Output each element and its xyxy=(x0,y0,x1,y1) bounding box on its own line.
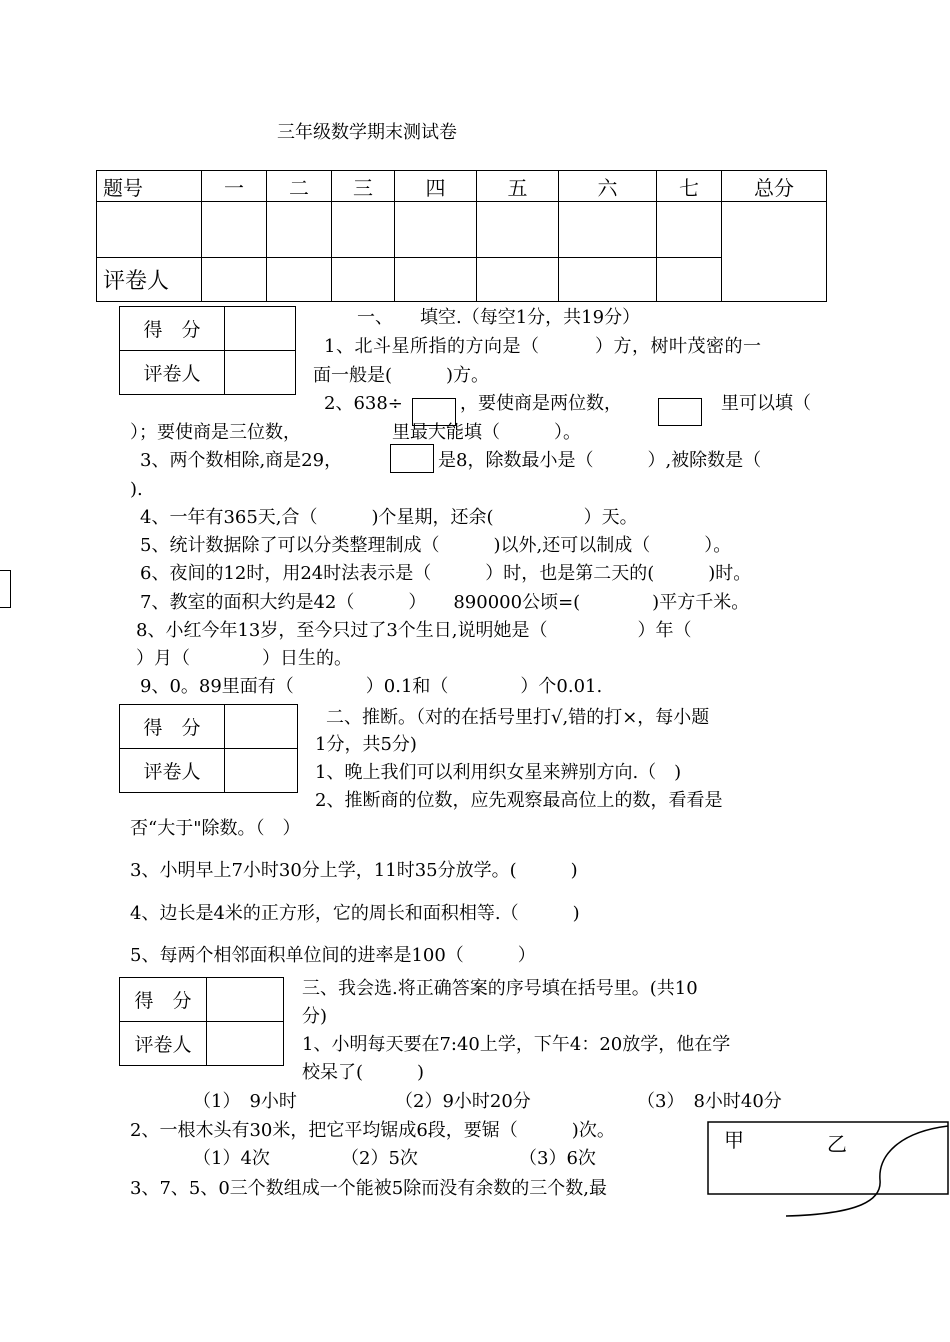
section3-heading: 三、我会选.将正确答案的序号填在括号里。(共10 xyxy=(302,978,698,999)
question-text: ). xyxy=(130,479,143,500)
question-text: 2、一根木头有30米，把它平均锯成6段，要锯（ )次。 xyxy=(130,1120,615,1141)
section2-heading: 1分，共5分) xyxy=(315,734,417,755)
question-text: 是8，除数最小是（ ）,被除数是（ xyxy=(438,450,762,471)
score-cell[interactable] xyxy=(225,705,298,749)
score-table-header: 二 xyxy=(267,171,332,202)
score-table-header: 六 xyxy=(559,171,657,202)
question-text: 5、每两个相邻面积单位间的进率是100（ ） xyxy=(130,945,536,966)
figure-label: 乙 xyxy=(827,1132,847,1156)
margin-mark xyxy=(0,570,11,608)
question-text: 面一般是( )方。 xyxy=(313,365,490,386)
question-text: 里可以填（ xyxy=(721,393,811,414)
score-cell[interactable] xyxy=(477,202,559,258)
score-table xyxy=(96,170,827,302)
score-table-header: 四 xyxy=(395,171,477,202)
question-text: 2、638÷ xyxy=(324,393,403,414)
grader-cell[interactable] xyxy=(202,258,267,302)
section1-score-box xyxy=(119,306,296,395)
question-text: 否“大于"除数。（ ） xyxy=(130,818,301,839)
question-text: 4、一年有365天,合（ )个星期，还余( ）天。 xyxy=(140,507,638,528)
question-text: 6、夜间的12时，用24时法表示是（ ）时，也是第二天的( )时。 xyxy=(140,563,752,584)
score-label: 得 分 xyxy=(120,978,207,1022)
score-cell[interactable] xyxy=(97,202,202,258)
option-text: （2）9小时20分 xyxy=(395,1091,531,1112)
score-cell[interactable] xyxy=(395,202,477,258)
question-text: 1、北斗星所指的方向是（ ）方，树叶茂密的一 xyxy=(324,336,762,357)
grader-label: 评卷人 xyxy=(120,351,225,395)
answer-box[interactable] xyxy=(658,398,702,426)
score-label: 得 分 xyxy=(120,307,225,351)
question-text: 4、边长是4米的正方形，它的周长和面积相等.（ ) xyxy=(130,903,580,924)
question-text: 7、教室的面积大约是42（ ） 890000公顷=( )平方千米。 xyxy=(140,592,750,613)
option-text: （3） 8小时40分 xyxy=(637,1091,782,1112)
grader-cell[interactable] xyxy=(332,258,395,302)
question-text: ，要使商是两位数， xyxy=(460,393,622,414)
score-cell[interactable] xyxy=(559,202,657,258)
score-table-header: 七 xyxy=(657,171,722,202)
page-title: 三年级数学期末测试卷 xyxy=(277,122,457,143)
score-table-header: 五 xyxy=(477,171,559,202)
option-text: （3）6次 xyxy=(519,1148,596,1169)
score-cell[interactable] xyxy=(267,202,332,258)
question-text: 3、7、5、0三个数组成一个能被5除而没有余数的三个数,最 xyxy=(130,1178,607,1199)
question-text: 校呆了( ) xyxy=(302,1062,425,1083)
grader-label: 评卷人 xyxy=(120,1022,207,1066)
grader-cell[interactable] xyxy=(267,258,332,302)
score-table-header: 三 xyxy=(332,171,395,202)
question-text: 1、小明每天要在7:40上学，下午4：20放学，他在学 xyxy=(302,1034,731,1055)
question-text: ）月（ ）日生的。 xyxy=(136,648,352,669)
section1-heading: 一、 填空.（每空1分，共19分） xyxy=(357,307,641,328)
score-cell[interactable] xyxy=(657,202,722,258)
question-text: 5、统计数据除了可以分类整理制成（ )以外,还可以制成（ ）。 xyxy=(140,535,732,556)
question-text: 里最大能填（ ）。 xyxy=(392,422,581,443)
grader-cell[interactable] xyxy=(657,258,722,302)
score-cell[interactable] xyxy=(225,307,296,351)
question-text: 2、推断商的位数，应先观察最高位上的数，看看是 xyxy=(315,790,723,811)
question-text: 3、小明早上7小时30分上学，11时35分放学。( ) xyxy=(130,860,578,881)
score-cell[interactable] xyxy=(207,978,284,1022)
score-cell[interactable] xyxy=(332,202,395,258)
figure-label: 甲 xyxy=(724,1128,744,1152)
grader-cell[interactable] xyxy=(559,258,657,302)
answer-box[interactable] xyxy=(390,444,434,473)
section2-heading: 二、推断。（对的在括号里打√,错的打×，每小题 xyxy=(326,707,710,728)
score-table-header: 总分 xyxy=(722,171,827,202)
grader-label: 评卷人 xyxy=(120,749,225,793)
question-text: 3、两个数相除,商是29， xyxy=(140,450,343,471)
grader-label: 评卷人 xyxy=(97,258,202,302)
question-text: 1、晚上我们可以利用织女星来辨别方向.（ ) xyxy=(315,762,682,783)
grader-cell[interactable] xyxy=(207,1022,284,1066)
score-cell[interactable] xyxy=(202,202,267,258)
question-text: ）；要使商是三位数， xyxy=(130,422,301,443)
option-text: （2）5次 xyxy=(341,1148,418,1169)
section3-heading: 分) xyxy=(302,1006,328,1027)
option-text: （1） 9小时 xyxy=(193,1091,297,1112)
grader-cell[interactable] xyxy=(477,258,559,302)
grader-cell[interactable] xyxy=(395,258,477,302)
score-table-header: 一 xyxy=(202,171,267,202)
score-table-header: 题号 xyxy=(97,171,202,202)
question-text: 9、0。89里面有（ ）0.1和（ ）个0.01. xyxy=(140,676,603,697)
option-text: （1）4次 xyxy=(193,1148,270,1169)
section2-score-box xyxy=(119,704,298,793)
score-label: 得 分 xyxy=(120,705,225,749)
grader-cell[interactable] xyxy=(225,749,298,793)
grader-cell[interactable] xyxy=(225,351,296,395)
total-score-cell[interactable] xyxy=(722,202,827,302)
question-text: 8、小红今年13岁，至今只过了3个生日,说明她是（ ）年（ xyxy=(136,620,692,641)
section3-score-box xyxy=(119,977,284,1066)
